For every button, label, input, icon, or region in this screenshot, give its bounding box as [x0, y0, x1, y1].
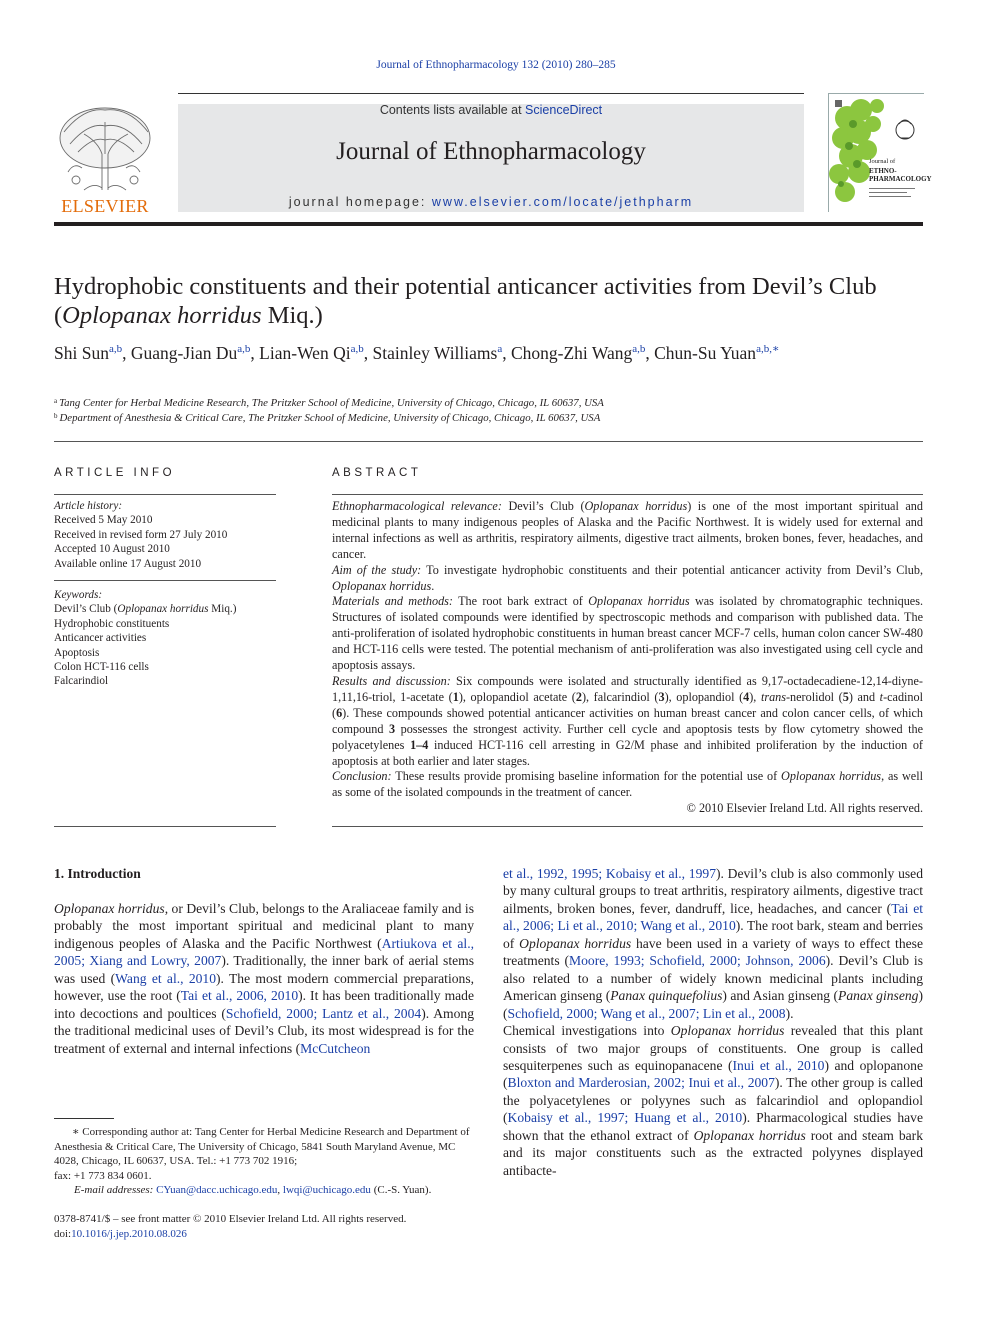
results-t: t — [879, 689, 884, 704]
doi-prefix: doi: — [54, 1228, 72, 1241]
compound-3-ref: 3 — [388, 721, 396, 736]
intro-text-e: ). Among the traditional medicinal uses of Devil’s Club, its most widespread is for the treatment of external and internal infections ( — [54, 1005, 474, 1056]
email-link-qi[interactable]: lwqi@uchicago.edu — [282, 1184, 371, 1197]
history-accepted: Accepted 10 August 2010 — [54, 543, 170, 556]
compound-3: 3 — [658, 689, 665, 704]
intro-species: Oplopanax horridus — [54, 901, 165, 916]
article-history-label: Article history: — [54, 500, 123, 512]
abstract-copyright: © 2010 Elsevier Ireland Ltd. All rights reserved. — [686, 801, 923, 816]
ref-mccutcheon[interactable]: McCutcheon — [300, 1040, 371, 1056]
email-suffix: (C.-S. Yuan). — [370, 1184, 432, 1197]
intro2-text-e: ). Pharmacological studies have shown that the ethanol extract of — [503, 1110, 923, 1143]
doi-line — [54, 1227, 474, 1242]
conclusion-species: Oplopanax horridus — [781, 769, 882, 784]
compound-6: 6 — [336, 705, 343, 720]
footnote-text-a: Corresponding author at: Tang Center for Herbal Medicine Research and Department of Anesthesia & Critical Care, The University of Chicago, 5841 South Maryland Avenue, MC 4028, Chicago, IL 60637, USA. Tel.: +1 773 702 1916; — [54, 1126, 470, 1168]
history-revised: Received in revised form 27 July 2010 — [54, 528, 228, 541]
author-3-affil[interactable]: a,b — [350, 343, 364, 355]
intro-text-h: have been used in a variety of ways to effect these treatments ( — [503, 935, 923, 969]
intro2-text-f: root and steam bark and its major constituents such as the extracted polyynes displayed antibacte- — [503, 1127, 923, 1178]
cover-text-lines — [869, 188, 915, 197]
abstract-rule-top — [332, 494, 923, 495]
results-text-f: -nerolidol ( — [786, 689, 843, 704]
author-4: Stainley Williams — [372, 343, 498, 363]
results-text-k: possesses the strongest activity. Further cell cycle and apoptosis tests by flow cytometry showed the polyacetylenes — [332, 721, 924, 752]
contents-prefix: Contents lists available at — [379, 103, 526, 117]
abstract-methods-a: The root bark extract of — [452, 594, 589, 609]
history-received: Received 5 May 2010 — [54, 514, 153, 527]
ref-tai-li-wang[interactable]: Tai et al., 2006; Li et al., 2010; Wang et al., 2010 — [503, 900, 924, 934]
abstract-aim-label: Aim of the study: — [332, 562, 422, 577]
author-2-affil[interactable]: a,b — [237, 343, 251, 355]
intro-text-k: ) ( — [503, 988, 923, 1021]
abstract-rule-bottom — [332, 826, 923, 827]
author-4-affil[interactable]: a — [497, 343, 503, 355]
journal-citation[interactable]: Journal of Ethnopharmacology 132 (2010) 280–285 — [376, 59, 616, 71]
intro-species-2: Oplopanax horridus — [519, 935, 632, 951]
ref-bloxton-inui[interactable]: Bloxton and Marderosian, 2002; Inui et al., 2007 — [507, 1075, 775, 1091]
results-text-c: ), falcarindiol ( — [581, 689, 659, 704]
results-text-a: Six compounds were isolated and structurally identified as 9,17-octadecadiene-12,14-diyne-1,11,16-triol, 1-acetate ( — [332, 673, 923, 704]
results-trans: trans — [760, 689, 786, 704]
abstract-relevance-a: Devil’s Club ( — [501, 499, 585, 513]
author-5-affil[interactable]: a,b — [632, 343, 646, 355]
keyword-2: Hydrophobic constituents — [54, 617, 170, 630]
keyword-1 — [54, 602, 276, 616]
affiliation-b-label: b — [54, 412, 58, 420]
results-text-b: ), oplopandiol acetate ( — [458, 689, 576, 704]
intro2-species: Oplopanax horridus — [670, 1023, 785, 1039]
title-text-1: Hydrophobic constituents and their potential anticancer activities from Devil’s Club ( — [54, 273, 877, 329]
abstract-methods-species: Oplopanax horridus — [588, 594, 690, 609]
results-text-d: ), oplopandiol ( — [664, 689, 744, 704]
author-1: Shi Sun — [54, 343, 109, 363]
compound-5: 5 — [842, 689, 849, 704]
abstract-results-label: Results and discussion: — [332, 673, 451, 688]
sciencedirect-link[interactable]: ScienceDirect — [525, 103, 603, 117]
article-title — [54, 272, 923, 330]
ref-schofield-lantz[interactable]: Schofield, 2000; Lantz et al., 2004 — [225, 1005, 422, 1021]
issn-line: 0378-8741/$ – see front matter © 2010 Elsevier Ireland Ltd. All rights reserved. — [54, 1213, 407, 1225]
introduction-heading: 1. Introduction — [54, 866, 141, 881]
keyword-1-a: Devil’s Club ( — [54, 603, 118, 616]
article-info-heading: ARTICLE INFO — [54, 467, 176, 479]
homepage-prefix: journal homepage: — [288, 195, 432, 209]
footnote-fax: fax: +1 773 834 0601. — [54, 1169, 152, 1182]
intro2-text-c: ) and oplopanone ( — [503, 1057, 923, 1091]
footnote-rule — [54, 1118, 114, 1119]
abstract-results — [332, 674, 923, 769]
ref-schofield-wang-lin[interactable]: Schofield, 2000; Wang et al., 2007; Lin et al., 2008 — [507, 1005, 786, 1021]
abstract-aim-a: To investigate hydrophobic constituents and their potential anticancer activity from Devil’s Club, — [421, 562, 923, 577]
intro-text-c: ). The most modern commercial preparations, however, use the root ( — [54, 970, 475, 1004]
ref-moore-schofield-johnson[interactable]: Moore, 1993; Schofield, 2000; Johnson, 2006 — [569, 953, 826, 969]
header-top-rule — [178, 93, 804, 94]
journal-cover-thumbnail[interactable] — [828, 93, 932, 212]
abstract-relevance-b: ) is one of the most important spiritual and medicinal plants to many indigenous peoples of Alaska and the Pacific Northwest. It is widely used for external and internal infections as well as arthritis, respiratory ailments, digestive tract ailments, broken bones, fever, headaches, and cancer. — [332, 499, 923, 561]
abstract-methods-b: was isolated by chromatographic techniques. Structures of isolated compounds were identified by spectroscopic methods and comparison with published data. The anti-proliferation of isolated hydrophobic constituents in human breast cancer MCF-7 cells, human colon cancer SW-480 and HCT-116 cells were tested. The potential mechanism of anti-proliferation was also investigated using cell cycle and apoptosis assays. — [332, 594, 923, 673]
abstract-conclusion-label: Conclusion: — [332, 769, 392, 784]
journal-homepage-line — [178, 195, 804, 209]
results-text-l: induced HCT-116 cell arresting in G2/M phase and inhibited proliferation by the induction of apoptosis at both earlier and later stages. — [332, 737, 923, 768]
footnote-star: ∗ — [72, 1126, 80, 1138]
abstract-methods — [332, 594, 923, 674]
intro-text-i: ). Devil’s Club is also related to a number of widely known medicinal plants including American ginseng ( — [503, 953, 923, 1004]
keyword-3: Anticancer activities — [54, 632, 147, 645]
intro2-text-d: ). The other group is called the polyacetylenes or polyynes such as falcarindiol and oplopandiol ( — [503, 1075, 923, 1126]
affiliation-a — [54, 397, 923, 409]
keywords-block — [54, 588, 276, 689]
abstract-aim — [332, 563, 923, 595]
intro-text-l: ). — [785, 1005, 794, 1021]
results-text-e: ), — [749, 689, 761, 704]
cover-journal-of: Journal of — [869, 158, 896, 165]
doi-link[interactable]: 10.1016/j.jep.2010.08.026 — [71, 1228, 187, 1241]
abstract-relevance-label: Ethnopharmacological relevance: — [332, 499, 502, 513]
author-2: Guang-Jian Du — [130, 343, 238, 363]
footnote-emails — [54, 1183, 474, 1198]
elsevier-wordmark[interactable]: ELSEVIER — [61, 196, 149, 216]
author-list: Shi Sun$^{a,b}$, Guang-Jian Du$^{a,b}$, Lian-Wen Qi$^{a,b}$, Stainley Williams$^a$, Chong-Zhi Wang$^{a,b}$, Chun-Su Yuan$^{a,b,∗}$ — [54, 343, 780, 363]
footnote-address — [54, 1125, 474, 1169]
author-6-affil[interactable]: a,b,∗ — [756, 343, 780, 355]
intro2-text-b: revealed that this plant consists of two major groups of constituents. One group is called sesquiterpenes such as equinopanacene ( — [503, 1023, 923, 1073]
abstract-conclusion — [332, 769, 923, 801]
abstract-body — [332, 499, 923, 817]
affiliation-a-text: Tang Center for Herbal Medicine Research, The Pritzker School of Medicine, University of Chicago, Chicago, IL 60637, USA — [59, 397, 604, 409]
compound-1: 1 — [452, 689, 459, 704]
affiliation-rule — [54, 441, 923, 442]
email-link-yuan[interactable]: CYuan@dacc.uchicago.edu — [156, 1184, 278, 1197]
author-3: Lian-Wen Qi — [259, 343, 351, 363]
email-label: E-mail addresses: — [74, 1184, 154, 1197]
keyword-1-b: Miq.) — [208, 603, 237, 616]
contents-available-line — [178, 103, 804, 117]
abstract-methods-label: Materials and methods: — [332, 594, 453, 609]
article-history — [54, 499, 276, 571]
results-text-g: ) and — [848, 689, 880, 704]
species-panax-quinquefolius: Panax quinquefolius — [610, 988, 723, 1004]
header-thick-rule — [54, 222, 923, 226]
intro-text-f: ). Devil’s club is also commonly used by many cultural groups to treat arthritis, respiratory ailments, digestive tract ailments, broken bones, fever, dandruff, lice, headaches, and cancer ( — [503, 866, 924, 916]
author-6: Chun-Su Yuan — [654, 343, 757, 363]
ref-kobaisy-huang[interactable]: Kobaisy et al., 1997; Huang et al., 2010 — [507, 1110, 743, 1126]
results-text-h: -cadinol ( — [332, 689, 923, 720]
abstract-aim-b: . — [431, 578, 435, 593]
cover-pharmacology: PHARMACOLOGY — [869, 175, 932, 183]
homepage-link[interactable]: www.elsevier.com/locate/jethpharm — [431, 195, 694, 209]
intro-text-a: , or Devil’s Club, belongs to the Araliaceae family and is probably the most important spiritual and medicinal plant to many indigenous peoples of Alaska and the Pacific Northwest ( — [54, 901, 474, 951]
affiliation-b — [54, 412, 923, 424]
ref-inui-2010[interactable]: Inui et al., 2010 — [732, 1057, 825, 1073]
cover-ethno: ETHNO- — [869, 167, 897, 175]
abstract-aim-species: Oplopanax horridus — [332, 578, 432, 593]
ref-mccutcheon-kobaisy[interactable]: et al., 1992, 1995; Kobaisy et al., 1997 — [503, 866, 716, 881]
journal-title: Journal of Ethnopharmacology — [336, 138, 646, 165]
keyword-1-species: Oplopanax horridus — [117, 603, 209, 616]
affiliation-a-label: a — [54, 397, 58, 405]
intro2-species-2: Oplopanax horridus — [693, 1127, 806, 1143]
corresponding-author-footnote — [54, 1125, 474, 1198]
intro-text-d: ). It has been traditionally made into decoctions and poultices ( — [54, 988, 475, 1021]
species-panax-ginseng: Panax ginseng — [838, 988, 919, 1004]
affiliation-b-text: Department of Anesthesia & Critical Care, The Pritzker School of Medicine, University of Chicago, Chicago, IL 60637, USA — [59, 412, 601, 424]
title-text-2: Miq.) — [261, 302, 323, 329]
abstract-heading: ABSTRACT — [332, 467, 422, 479]
abstract-relevance-species: Oplopanax horridus — [584, 499, 688, 513]
intro-text-g: ). The root bark, steam and berries of — [503, 918, 923, 951]
history-online: Available online 17 August 2010 — [54, 557, 202, 570]
intro-text-b: ). Traditionally, the inner bark of aerial stems was used ( — [54, 953, 474, 986]
article-info-rule-top — [54, 494, 276, 495]
intro2-text-a: Chemical investigations into — [503, 1023, 671, 1039]
keyword-6: Falcarindiol — [54, 675, 109, 688]
ref-tai-2006-2010[interactable]: Tai et al., 2006, 2010 — [180, 988, 299, 1004]
compound-4: 4 — [743, 689, 750, 704]
compounds-1-4: 1–4 — [410, 737, 429, 752]
title-species: Oplopanax horridus — [62, 302, 262, 329]
intro-paragraph-1 — [54, 900, 474, 1057]
keyword-4: Apoptosis — [54, 646, 100, 659]
author-1-affil[interactable]: a,b — [108, 343, 123, 355]
intro-column-left — [54, 900, 474, 1057]
article-info-rule-mid — [54, 580, 276, 581]
conclusion-text-b: , as well as some of the isolated compounds in the treatment of cancer. — [332, 769, 923, 800]
ref-artiukova-xiang[interactable]: Artiukova et al., 2005; Xiang and Lowry, 2007 — [54, 935, 475, 969]
intro-text-j: ) and Asian ginseng ( — [722, 988, 839, 1004]
keywords-label: Keywords: — [54, 589, 103, 601]
intro-paragraph-1-cont — [503, 865, 923, 1022]
compound-2: 2 — [575, 689, 582, 704]
article-identifiers — [54, 1212, 474, 1242]
results-text-j: ). These compounds showed potential anticancer activities on human breast cancer and colon cancer cells, of which compound — [332, 705, 923, 736]
ref-wang-2010[interactable]: Wang et al., 2010 — [115, 970, 217, 986]
article-info-rule-bottom — [54, 826, 276, 827]
author-5: Chong-Zhi Wang — [510, 343, 633, 363]
abstract-relevance — [332, 499, 923, 563]
intro-column-right — [503, 865, 923, 1179]
intro-paragraph-2 — [503, 1022, 923, 1179]
email-separator: , — [277, 1184, 283, 1197]
keyword-5: Colon HCT-116 cells — [54, 661, 149, 674]
conclusion-text-a: These results provide promising baseline information for the potential use of — [391, 769, 782, 784]
